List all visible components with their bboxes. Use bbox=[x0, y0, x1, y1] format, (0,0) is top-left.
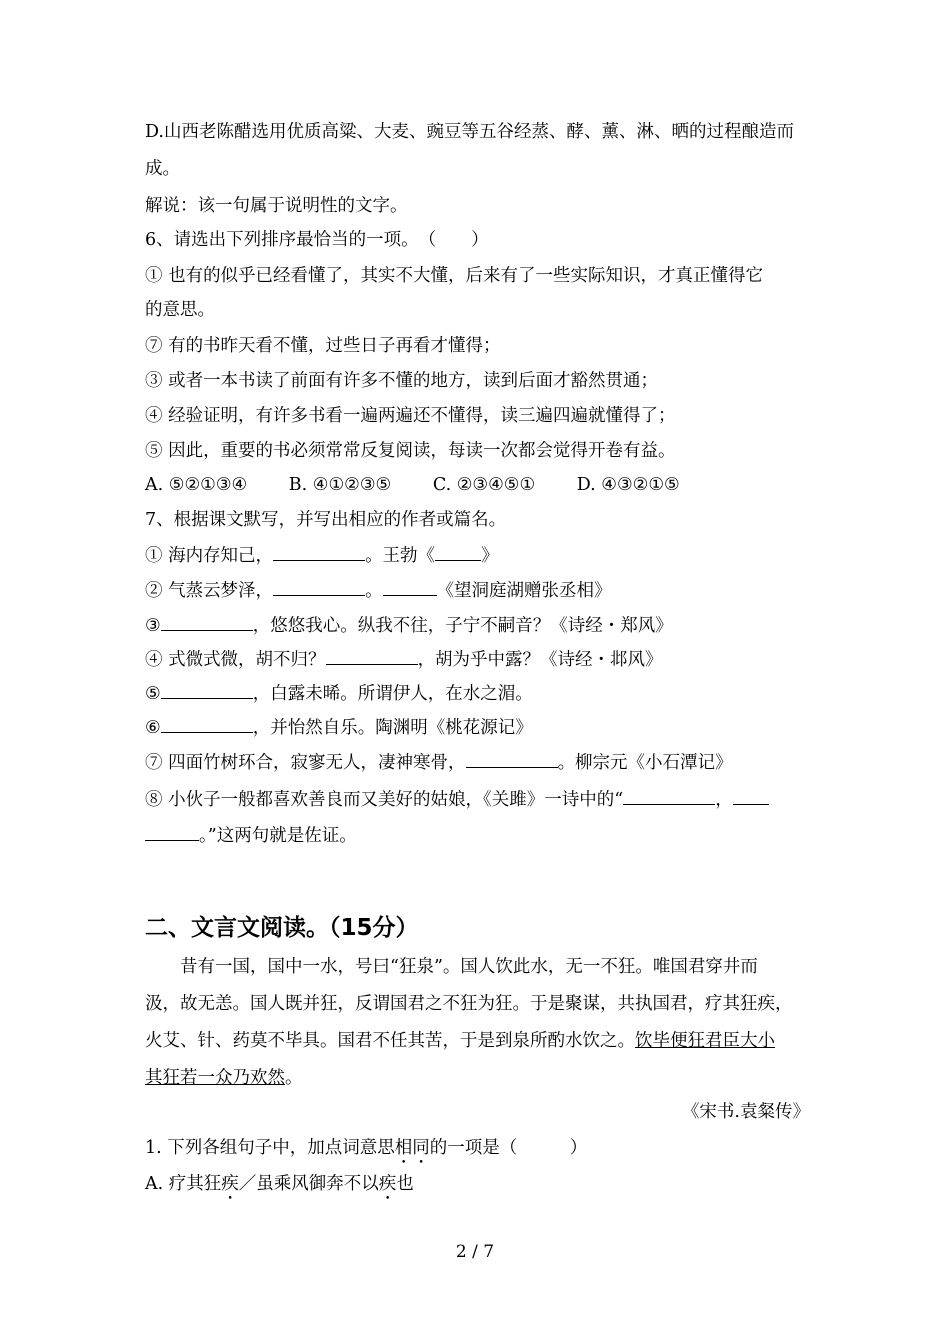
q1-a-text: A. 疗其狂 bbox=[145, 1174, 222, 1194]
q1-a-text2: ／虽乘风御奔不以 bbox=[238, 1174, 379, 1194]
q6-options bbox=[145, 473, 810, 497]
q7-l2-text2: 。 bbox=[365, 581, 383, 601]
answer-blank[interactable] bbox=[435, 543, 481, 561]
answer-blank[interactable] bbox=[326, 647, 418, 665]
passage-line-1: 昔有一国，国中一水，号曰“狂泉”。国人饮此水，无一不狂。唯国君穿井而 bbox=[145, 957, 758, 977]
q6-sentence-1-line1: ① 也有的似乎已经看懂了，其实不大懂，后来有了一些实际知识，才真正懂得它 bbox=[145, 266, 764, 286]
q6-stem: 6、请选出下列排序最恰当的一项。 （ ） bbox=[145, 230, 489, 250]
q7-l6-num: ⑥ bbox=[145, 718, 161, 738]
q7-line-7 bbox=[145, 750, 810, 775]
passage-end: 。 bbox=[285, 1068, 303, 1088]
q7-line-8 bbox=[145, 787, 810, 812]
q7-line-5 bbox=[145, 681, 810, 706]
q7-line-2 bbox=[145, 578, 810, 603]
q6-option-a[interactable]: A. ⑤②①③④ bbox=[145, 475, 248, 495]
q6-option-d[interactable]: D. ④③②①⑤ bbox=[576, 475, 680, 495]
q7-l5-text: ，白露未晞。所谓伊人，在水之湄。 bbox=[252, 684, 533, 704]
q5-option-d-line2: 成。 bbox=[145, 159, 180, 179]
q6-sentence-5: ⑤ 因此，重要的书必须常常反复阅读，每读一次都会觉得开卷有益。 bbox=[145, 441, 676, 461]
q7-line-1 bbox=[145, 543, 810, 568]
q1-a-dotted-1: 疾 bbox=[221, 1174, 239, 1194]
q7-l5-num: ⑤ bbox=[145, 684, 161, 704]
q6-sentence-4: ④ 经验证明，有许多书看一遍两遍还不懂得，读三遍四遍就懂得了； bbox=[145, 406, 676, 426]
q7-l3-num: ③ bbox=[145, 616, 161, 636]
q7-l1-text: ① 海内存知己， bbox=[145, 546, 274, 566]
q1-a-text3: 也 bbox=[396, 1174, 414, 1194]
q1-stem-dotted: 相同 bbox=[394, 1138, 430, 1158]
passage-line-4 bbox=[145, 1066, 810, 1090]
q7-l8-comma: ， bbox=[715, 790, 733, 810]
page-number: 2 / 7 bbox=[455, 1242, 495, 1262]
q5-explanation: 解说：该一句属于说明性的文字。 bbox=[145, 196, 408, 216]
answer-blank[interactable] bbox=[273, 543, 365, 561]
q7-l6-text: ，并怡然自乐。陶渊明《桃花源记》 bbox=[252, 718, 533, 738]
passage-source: 《宋书.袁粲传》 bbox=[681, 1102, 810, 1122]
q7-l2-text: ② 气蒸云梦泽， bbox=[145, 581, 274, 601]
q6-sentence-2: ⑦ 有的书昨天看不懂，过些日子再看才懂得； bbox=[145, 336, 501, 356]
passage-line-2: 汲，故无恙。国人既并狂，反谓国君之不狂为狂。于是聚谋，共执国君，疗其狂疾， bbox=[145, 994, 793, 1014]
s2-q1-option-a[interactable] bbox=[145, 1172, 810, 1204]
q7-line-6 bbox=[145, 715, 810, 740]
underlined-sentence-cont: 其狂若一众乃欢然 bbox=[145, 1068, 285, 1088]
q7-line-4 bbox=[145, 647, 810, 672]
underlined-sentence: 饮毕便狂君臣大小 bbox=[635, 1031, 775, 1051]
q6-option-c[interactable]: C. ②③④⑤① bbox=[432, 475, 536, 495]
q1-stem-text: 1. 下列各组句子中，加点词意思 bbox=[145, 1138, 395, 1158]
section-title: 二、文言文阅读。（15分） bbox=[145, 915, 419, 941]
answer-blank[interactable] bbox=[623, 787, 715, 805]
answer-blank[interactable] bbox=[161, 715, 253, 733]
q7-l3-text: ，悠悠我心。纵我不往，子宁不嗣音？《诗经・郑风》 bbox=[252, 616, 673, 636]
q7-l7-text2: 。柳宗元《小石潭记》 bbox=[557, 753, 733, 773]
q7-l4-text: ④ 式微式微，胡不归？ bbox=[145, 650, 326, 670]
q1-stem-text2: 的一项是（ ） bbox=[429, 1138, 588, 1158]
q6-sentence-3: ③ 或者一本书读了前面有许多不懂的地方，读到后面才豁然贯通； bbox=[145, 371, 659, 391]
q7-line-3 bbox=[145, 613, 810, 638]
q7-l4-text2: ，胡为乎中露？《诗经・邶风》 bbox=[417, 650, 663, 670]
q1-a-dotted-2: 疾 bbox=[378, 1174, 397, 1194]
q5-option-d-line1: D.山西老陈醋选用优质高粱、大麦、豌豆等五谷经蒸、酵、薰、淋、晒的过程酿造而 bbox=[145, 122, 794, 142]
answer-blank[interactable] bbox=[273, 578, 365, 596]
passage-text: 火艾、针、药莫不毕具。国君不任其苦，于是到泉所酌水饮之。 bbox=[145, 1031, 635, 1051]
passage-line-3 bbox=[145, 1029, 810, 1053]
answer-blank[interactable] bbox=[733, 787, 769, 805]
q7-l1-text2: 。王勃《 bbox=[365, 546, 436, 566]
q6-option-b[interactable]: B. ④①②③⑤ bbox=[288, 475, 392, 495]
s2-q1-stem bbox=[145, 1136, 810, 1168]
answer-blank[interactable] bbox=[466, 750, 558, 768]
q7-line-8-cont bbox=[145, 823, 810, 848]
answer-blank[interactable] bbox=[383, 578, 437, 596]
q7-l2-text3: 《望洞庭湖赠张丞相》 bbox=[436, 581, 612, 601]
q7-stem: 7、根据课文默写，并写出相应的作者或篇名。 bbox=[145, 510, 507, 530]
answer-blank[interactable] bbox=[161, 613, 253, 631]
q7-l8-end: 。”这两句就是佐证。 bbox=[199, 826, 357, 846]
q6-sentence-1-line2: 的意思。 bbox=[145, 300, 215, 320]
q7-l1-text3: 》 bbox=[481, 546, 499, 566]
answer-blank[interactable] bbox=[161, 681, 253, 699]
q7-l7-text: ⑦ 四面竹树环合，寂寥无人，凄神寒骨， bbox=[145, 753, 466, 773]
q7-l8-text: ⑧ 小伙子一般都喜欢善良而又美好的姑娘，《关雎》一诗中的“ bbox=[145, 790, 624, 810]
answer-blank[interactable] bbox=[145, 823, 199, 841]
